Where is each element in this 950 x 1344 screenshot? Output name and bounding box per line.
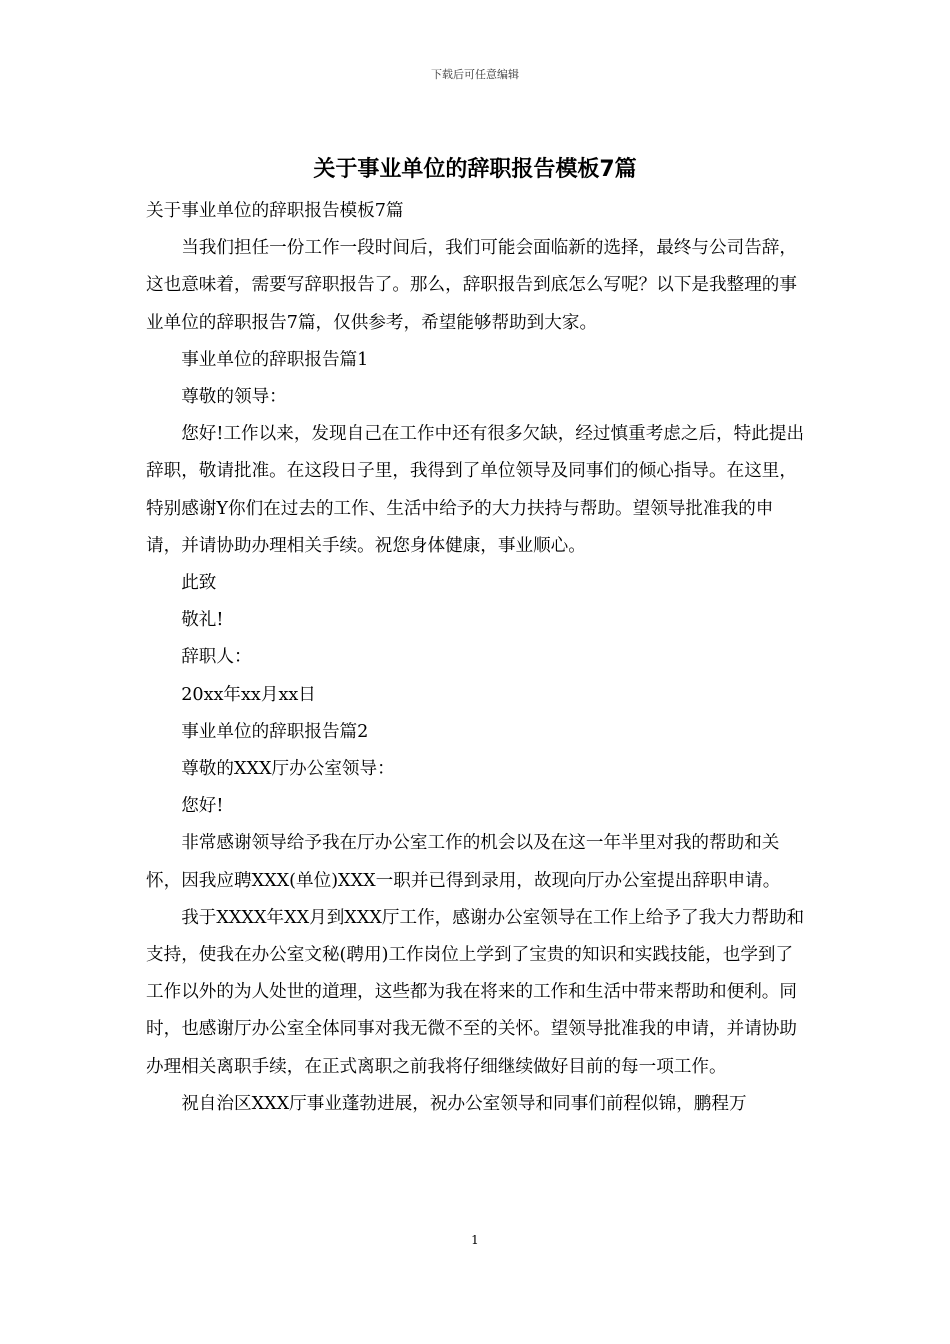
paragraph: 事业单位的辞职报告篇1: [181, 349, 369, 370]
paragraph: 20xx年xx月xx日: [181, 684, 316, 705]
paragraph: 您好!工作以来，发现自己在工作中还有很多欠缺，经过慎重考虑之后，特此提出辞职，敬请批准。在这段日子里，我得到了单位领导及同事们的倾心指导。在这里，特别感谢Y你们在过去的工作、生活中给予的大力扶持与帮助。望领导批准我的申请，并请协助办理相关手续。祝您身体健康，事业顺心。: [146, 424, 805, 556]
paragraph: 关于事业单位的辞职报告模板7篇: [146, 201, 404, 221]
paragraph: 您好!: [181, 796, 224, 817]
page-number: 1: [471, 1233, 479, 1247]
paragraph: 辞职人：: [181, 647, 252, 668]
header-note: 下载后可任意编辑: [431, 68, 519, 81]
paragraph: 祝自治区XXX厅事业蓬勃进展，祝办公室领导和同事们前程似锦，鹏程万: [181, 1093, 747, 1114]
paragraph: 敬礼!: [181, 610, 224, 631]
paragraph: 我于XXXX年XX月到XXX厅工作，感谢办公室领导在工作上给予了我大力帮助和支持，使我在办公室文秘(聘用)工作岗位上学到了宝贵的知识和实践技能，也学到了工作以外的为人处世的道理，这些都为我在将来的工作和生活中带来帮助和便利。同时，也感谢厅办公室全体同事对我无微不至的关怀。望领导批准我的申请，并请协助办理相关离职手续，在正式离职之前我将仔细继续做好目前的每一项工作。: [146, 907, 805, 1077]
document-title: 关于事业单位的辞职报告模板7篇: [313, 157, 637, 182]
paragraph: 非常感谢领导给予我在厅办公室工作的机会以及在这一年半里对我的帮助和关怀，因我应聘XXX(单位)XXX一职并已得到录用，故现向厅办公室提出辞职申请。: [146, 833, 781, 891]
document-body: [146, 193, 806, 1123]
paragraph: 尊敬的领导：: [181, 387, 287, 408]
paragraph: 尊敬的XXX厅办公室领导：: [181, 759, 395, 780]
paragraph: 此致: [181, 573, 217, 594]
paragraph: 事业单位的辞职报告篇2: [181, 721, 369, 742]
paragraph: 当我们担任一份工作一段时间后，我们可能会面临新的选择，最终与公司告辞，这也意味着，需要写辞职报告了。那么，辞职报告到底怎么写呢？以下是我整理的事业单位的辞职报告7篇，仅供参考，希望能够帮助到大家。: [146, 238, 797, 333]
